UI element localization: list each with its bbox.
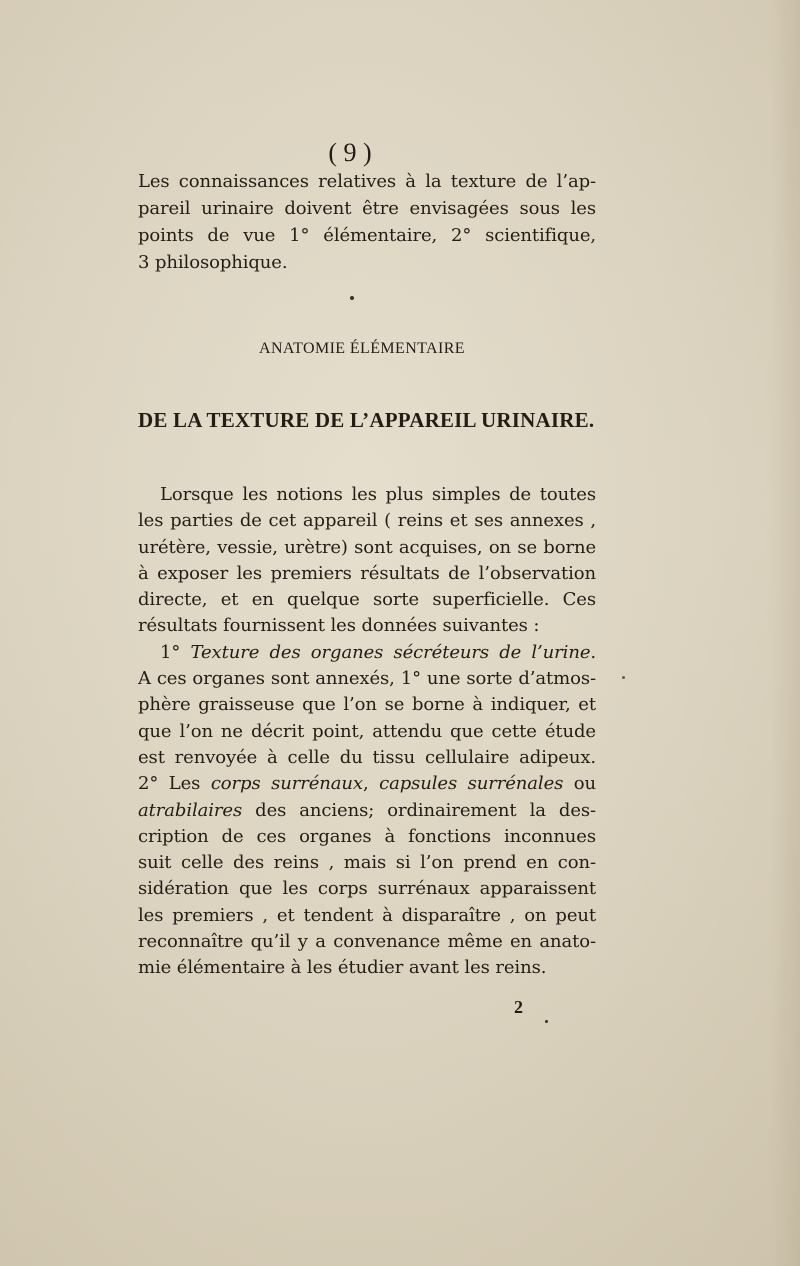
intro-line: 3 philosophique.: [138, 252, 288, 273]
ink-speck: [545, 1020, 548, 1023]
body-paragraph: [138, 482, 596, 982]
item-2-number: 2°: [138, 773, 159, 795]
intro-line: points de vue 1° élémentaire, 2° scientifique,: [138, 225, 596, 246]
body-line: résultats fournissent les données suivantes :: [138, 615, 540, 637]
intro-line: pareil urinaire doivent être envisagées sous les: [138, 198, 596, 219]
item-2-term-corps: corps surrénaux: [210, 773, 363, 795]
item-2-ou: ou: [573, 773, 597, 795]
item-1-number: 1°: [160, 641, 181, 663]
item-2-comma: ,: [362, 773, 369, 795]
signature-mark: 2: [514, 997, 523, 1017]
section-heading: ANATOMIE ÉLÉMENTAIRE: [259, 340, 465, 357]
intro-line: Les connaissances relatives à la texture de l’ap-: [138, 171, 596, 192]
body-line: suit celle des reins , mais si l’on prend en con-: [138, 852, 596, 874]
intro-paragraph: [138, 168, 596, 276]
body-line: que l’on ne décrit point, attendu que cette étude: [138, 720, 596, 742]
body-line: A ces organes sont annexés, 1° une sorte d’atmos-: [138, 668, 596, 690]
item-2-term-atrabilaires: atrabilaires: [138, 799, 243, 821]
body-line: cription de ces organes à fonctions inconnues: [138, 825, 596, 847]
body-line: est renvoyée à celle du tissu cellulaire adipeux.: [138, 746, 596, 768]
body-line: à exposer les premiers résultats de l’observation: [138, 562, 596, 584]
item-1-title: Texture des organes sécréteurs de l’urine.: [190, 641, 596, 663]
item-2-line: [138, 771, 596, 797]
body-line: les parties de cet appareil ( reins et ses annexes ,: [138, 510, 596, 532]
body-line: urétère, vessie, urètre) sont acquises, on se borne: [138, 536, 596, 558]
ink-speck: [350, 296, 354, 300]
body-line: reconnaître qu’il y a convenance même en anato-: [138, 931, 596, 953]
item-1-heading: [138, 640, 596, 666]
item-2-term-capsules: capsules surrénales: [379, 773, 564, 795]
item-2-line: [138, 798, 596, 824]
body-line: phère graisseuse que l’on se borne à indiquer, et: [138, 694, 596, 716]
section-title: DE LA TEXTURE DE L’APPAREIL URINAIRE.: [138, 408, 595, 432]
body-line: Lorsque les notions les plus simples de toutes: [160, 484, 596, 505]
body-line: sidération que les corps surrénaux apparaissent: [138, 878, 596, 900]
page-number: ( 9 ): [328, 138, 372, 167]
item-2-les: Les: [168, 773, 201, 795]
ink-speck: [622, 676, 625, 679]
body-line: les premiers , et tendent à disparaître , on peut: [138, 904, 596, 926]
item-2-rest: des anciens; ordinairement la des-: [255, 799, 596, 821]
body-line: mie élémentaire à les étudier avant les reins.: [138, 957, 547, 979]
page-edge-shadow: [770, 0, 800, 1266]
body-line: directe, et en quelque sorte superficielle. Ces: [138, 589, 596, 611]
